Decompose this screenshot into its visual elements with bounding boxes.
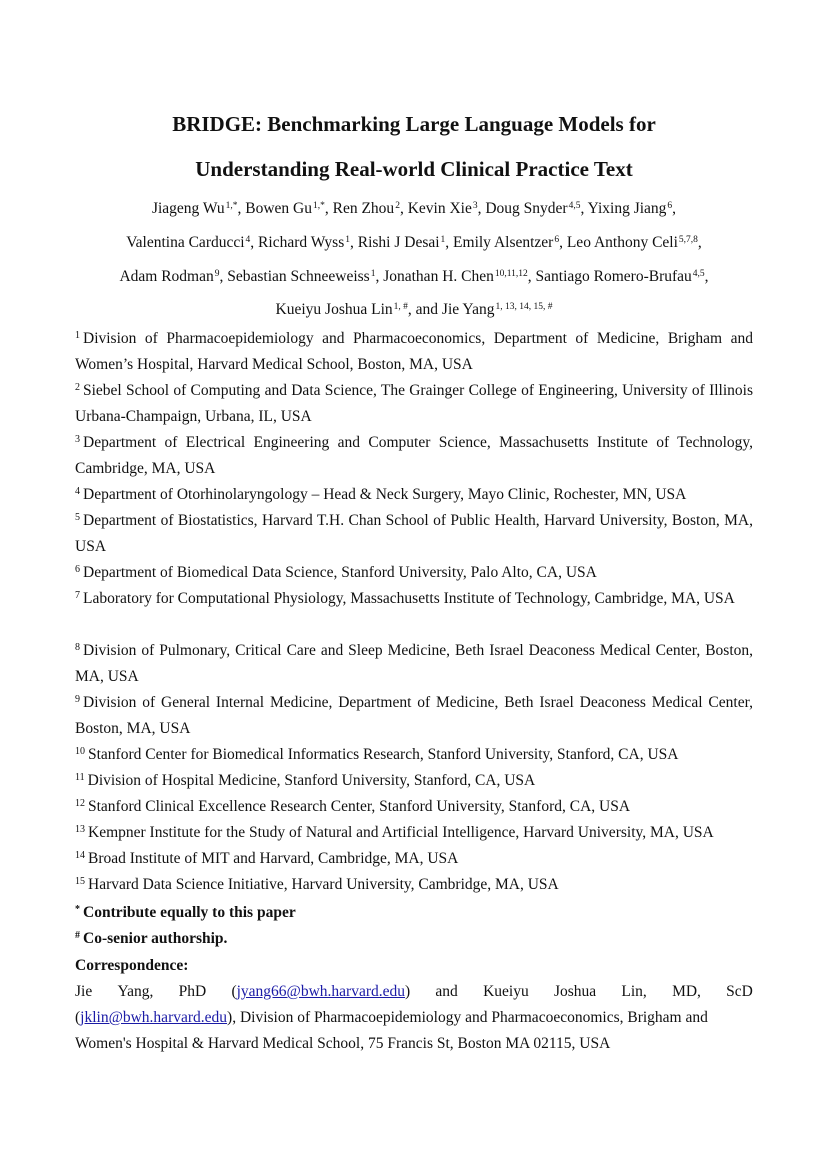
- equal-contribution-mark: *: [75, 904, 80, 915]
- author-name: Valentina Carducci: [126, 234, 245, 251]
- author-affiliation-marker: 4,5: [568, 201, 581, 211]
- corr-line-2-text: ), Division of Pharmacoepidemiology and Pharmacoeconomics, Brigham and: [227, 1009, 708, 1026]
- corr-email-1-wrap: (jyang66@bwh.harvard.edu): [231, 983, 411, 1000]
- author-separator: ,: [527, 268, 536, 285]
- equal-contribution-note: [75, 900, 753, 926]
- author-affiliation-marker: 9: [214, 269, 220, 279]
- author-name: Adam Rodman: [119, 268, 214, 285]
- author-name: Jie Yang: [441, 301, 495, 318]
- corr-word: Kueiyu: [483, 983, 529, 1000]
- affiliation-text: Division of Pharmacoepidemiology and Pharmacoeconomics, Department of Medicine, Brigham and Women’s Hospital, Harvard Medical School, Boston, MA, USA: [75, 330, 753, 373]
- corr-word: PhD: [178, 983, 207, 1000]
- paper-title-line-2: Understanding Real-world Clinical Practice Text: [195, 157, 633, 181]
- affiliation-number: 7: [75, 590, 80, 601]
- affiliation-item: [75, 586, 753, 612]
- affiliation-item: [75, 690, 753, 742]
- affiliation-text: Stanford Center for Biomedical Informatics Research, Stanford University, Stanford, CA, USA: [88, 746, 679, 763]
- correspondence-line-3: Women's Hospital & Harvard Medical School, 75 Francis St, Boston MA 02115, USA: [75, 1035, 611, 1052]
- corr-word: ScD: [726, 983, 753, 1000]
- author-line: [0, 199, 828, 219]
- correspondence-heading: Correspondence:: [75, 957, 189, 974]
- affiliation-text: Kempner Institute for the Study of Natural and Artificial Intelligence, Harvard University, MA, USA: [88, 824, 714, 841]
- author-separator: ,: [697, 234, 702, 251]
- corr-word: MD,: [672, 983, 701, 1000]
- affiliation-text: Department of Otorhinolaryngology – Head & Neck Surgery, Mayo Clinic, Rochester, MN, USA: [83, 486, 687, 503]
- affiliation-number: 1: [75, 330, 80, 341]
- author-name: Emily Alsentzer: [453, 234, 554, 251]
- affiliation-item: [75, 326, 753, 378]
- affiliation-item: [75, 768, 753, 794]
- affiliation-text: Laboratory for Computational Physiology, Massachusetts Institute of Technology, Cambridge, MA, USA: [83, 590, 735, 607]
- affiliation-text: Department of Electrical Engineering and Computer Science, Massachusetts Institute of Technology, Cambridge, MA, USA: [75, 434, 753, 477]
- author-name: Richard Wyss: [258, 234, 345, 251]
- author-separator: , and: [407, 301, 442, 318]
- affiliation-item: [75, 872, 753, 898]
- author-affiliation-marker: 1, 13, 14, 15, #: [495, 302, 553, 312]
- author-affiliation-marker: 1: [440, 235, 446, 245]
- corr-word: Yang,: [117, 983, 154, 1000]
- author-line: [0, 300, 828, 320]
- affiliation-item: [75, 560, 753, 586]
- author-affiliation-marker: 4: [245, 235, 251, 245]
- author-name: Rishi J Desai: [357, 234, 440, 251]
- email-link-kueiyu-lin[interactable]: jklin@bwh.harvard.edu: [80, 1009, 228, 1026]
- author-name: Jiageng Wu: [151, 200, 225, 217]
- corr-word: Joshua: [553, 983, 597, 1000]
- author-name: Jonathan H. Chen: [383, 268, 494, 285]
- affiliation-number: 11: [75, 772, 85, 783]
- affiliation-number: 5: [75, 512, 80, 523]
- author-affiliation-marker: 1: [370, 269, 376, 279]
- author-separator: ,: [559, 234, 567, 251]
- author-separator: ,: [672, 200, 677, 217]
- author-separator: ,: [250, 234, 259, 251]
- author-affiliation-marker: 5,7,8: [678, 235, 698, 245]
- affiliation-text: Stanford Clinical Excellence Research Center, Stanford University, Stanford, CA, USA: [88, 798, 631, 815]
- affiliation-number: 4: [75, 486, 80, 497]
- author-name: Kevin Xie: [407, 200, 472, 217]
- affiliation-number: 10: [75, 746, 85, 757]
- author-name: Kueiyu Joshua Lin: [275, 301, 393, 318]
- author-separator: ,: [375, 268, 384, 285]
- affiliation-text: Department of Biostatistics, Harvard T.H. Chan School of Public Health, Harvard University, Boston, MA, USA: [75, 512, 753, 555]
- paper-title-line-1: BRIDGE: Benchmarking Large Language Models for: [172, 112, 656, 136]
- author-affiliation-marker: 1, #: [393, 302, 408, 312]
- affiliation-item: [75, 742, 753, 768]
- affiliation-text: Broad Institute of MIT and Harvard, Cambridge, MA, USA: [88, 850, 459, 867]
- affiliation-item: [75, 820, 753, 846]
- corr-word: Jie: [75, 983, 93, 1000]
- author-affiliation-marker: 6: [554, 235, 560, 245]
- author-name: Doug Snyder: [485, 200, 568, 217]
- author-separator: ,: [399, 200, 408, 217]
- author-name: Santiago Romero-Brufau: [535, 268, 692, 285]
- affiliation-item: [75, 482, 753, 508]
- affiliation-item: [75, 794, 753, 820]
- co-senior-text: Co-senior authorship.: [83, 930, 228, 947]
- affiliation-item: [75, 508, 753, 560]
- affiliation-number: 12: [75, 798, 85, 809]
- affiliation-number: 6: [75, 564, 80, 575]
- author-separator: ,: [219, 268, 228, 285]
- author-separator: ,: [237, 200, 246, 217]
- affiliation-item: [75, 846, 753, 872]
- affiliation-number: 2: [75, 382, 80, 393]
- affiliation-text: Siebel School of Computing and Data Science, The Grainger College of Engineering, University of Illinois Urbana-Champaign, Urbana, IL, USA: [75, 382, 753, 425]
- affiliation-text: Division of Pulmonary, Critical Care and Sleep Medicine, Beth Israel Deaconess Medical Center, Boston, MA, USA: [75, 642, 753, 685]
- author-name: Leo Anthony Celi: [566, 234, 678, 251]
- author-affiliation-marker: 1: [345, 235, 350, 245]
- author-name: Ren Zhou: [332, 200, 395, 217]
- affiliation-item: [75, 430, 753, 482]
- affiliation-number: 14: [75, 850, 85, 861]
- affiliation-number: 9: [75, 694, 80, 705]
- author-line: [0, 267, 828, 287]
- corr-word: and: [435, 983, 458, 1000]
- author-separator: ,: [477, 200, 486, 217]
- equal-contribution-text: Contribute equally to this paper: [83, 904, 296, 921]
- affiliation-number: 8: [75, 642, 80, 653]
- author-line: [0, 233, 828, 253]
- email-link-jie-yang[interactable]: jyang66@bwh.harvard.edu: [236, 983, 405, 1000]
- author-separator: ,: [704, 268, 709, 285]
- affiliation-text: Harvard Data Science Initiative, Harvard University, Cambridge, MA, USA: [88, 876, 559, 893]
- affiliation-item: [75, 638, 753, 690]
- author-affiliation-marker: 3: [472, 201, 478, 211]
- affiliation-text: Department of Biomedical Data Science, Stanford University, Palo Alto, CA, USA: [83, 564, 597, 581]
- author-affiliation-marker: 4,5: [692, 269, 705, 279]
- author-name: Sebastian Schneeweiss: [227, 268, 370, 285]
- author-name: Bowen Gu: [245, 200, 312, 217]
- affiliation-text: Division of General Internal Medicine, Department of Medicine, Beth Israel Deaconess Medical Center, Boston, MA, USA: [75, 694, 753, 737]
- author-separator: ,: [324, 200, 333, 217]
- co-senior-mark: #: [75, 930, 80, 941]
- author-affiliation-marker: 10,11,12: [494, 269, 528, 279]
- author-affiliation-marker: 1,*: [225, 201, 238, 211]
- affiliation-number: 13: [75, 824, 85, 835]
- affiliation-number: 15: [75, 876, 85, 887]
- author-separator: ,: [349, 234, 358, 251]
- affiliation-text: Division of Hospital Medicine, Stanford University, Stanford, CA, USA: [87, 772, 536, 789]
- correspondence-line-1: [75, 979, 753, 1005]
- co-senior-note: [75, 926, 753, 952]
- author-name: Yixing Jiang: [587, 200, 667, 217]
- corr-word: Lin,: [621, 983, 647, 1000]
- affiliation-item: [75, 378, 753, 430]
- correspondence-line-2: (jklin@bwh.harvard.edu), Division of Pharmacoepidemiology and Pharmacoeconomics, Brigham and: [75, 1009, 708, 1026]
- author-affiliation-marker: 1,*: [313, 201, 325, 211]
- author-affiliation-marker: 2: [395, 201, 400, 211]
- author-separator: ,: [580, 200, 588, 217]
- author-affiliation-marker: 6: [667, 201, 673, 211]
- author-separator: ,: [445, 234, 454, 251]
- affiliation-number: 3: [75, 434, 80, 445]
